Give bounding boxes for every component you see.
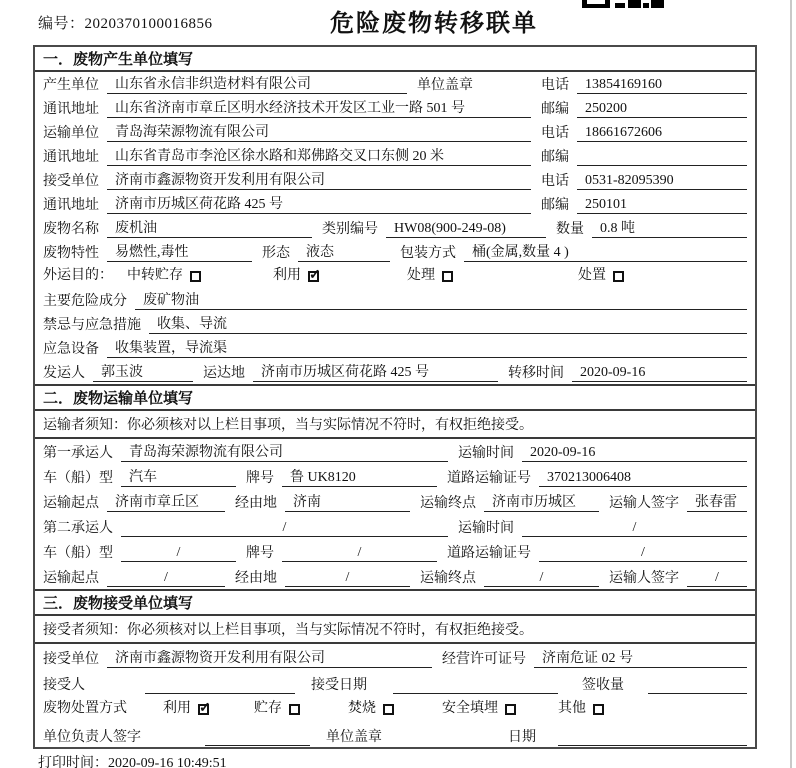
- checkbox-unchecked-icon: [383, 704, 394, 715]
- vehicle-type-label: 车（船）型: [43, 471, 113, 486]
- carrier-address-row: [35, 144, 755, 168]
- section1-title: 一．废物产生单位填写: [35, 47, 755, 72]
- date-label: 日期: [508, 730, 536, 745]
- checkbox-unchecked-icon: [593, 704, 604, 715]
- transfer-time-field: 2020-09-16: [572, 364, 747, 382]
- accept-unit-row: [35, 644, 755, 670]
- taboo-label: 禁忌与应急措施: [43, 318, 141, 333]
- via-label: 经由地: [235, 571, 277, 586]
- page-edge-line: [790, 0, 792, 768]
- phone-label: 电话: [541, 78, 569, 93]
- page-title: 危险废物转移联单: [330, 10, 538, 37]
- disposal-option-other: [558, 700, 604, 717]
- first-carrier-row: [35, 439, 755, 464]
- qr-module: [587, 0, 605, 4]
- disposal-option-use: [163, 700, 209, 717]
- responsible-signature-field: [205, 745, 310, 746]
- producer-field: 山东省永信非织造材料有限公司: [107, 76, 407, 94]
- qr-module: [651, 0, 664, 8]
- purpose-option-label: 处置: [578, 267, 606, 283]
- carrier-unit-label: 运输单位: [43, 126, 99, 141]
- road-permit-label: 道路运输证号: [447, 471, 531, 486]
- license-label: 经营许可证号: [442, 652, 526, 667]
- waste-name-label: 废物名称: [43, 222, 99, 237]
- purpose-option-label: 处理: [407, 267, 435, 283]
- destination-field: 济南市历城区荷花路 425 号: [253, 364, 498, 382]
- purpose-option-label: 中转贮存: [127, 267, 183, 283]
- plate2-field: /: [282, 544, 437, 562]
- via2-field: /: [285, 569, 410, 587]
- responsible-signature-label: 单位负责人签字: [43, 730, 141, 745]
- transport-time-label: 运输时间: [458, 446, 514, 461]
- origin-field: 济南市章丘区: [107, 494, 225, 512]
- license-field: 济南危证 02 号: [534, 650, 747, 668]
- road-permit-field: 370213006408: [539, 469, 747, 487]
- print-time-label: 打印时间：: [38, 756, 108, 768]
- route1-row: [35, 489, 755, 514]
- signed-amount-label: 签收量: [582, 678, 624, 693]
- hazard-label: 主要危险成分: [43, 294, 127, 309]
- plate-field: 鲁 UK8120: [282, 469, 437, 487]
- carrier-signature-label: 运输人签字: [609, 496, 679, 511]
- vehicle2-row: [35, 539, 755, 564]
- origin-label: 运输起点: [43, 496, 99, 511]
- category-code-field: HW08(900-249-08): [386, 220, 546, 238]
- vehicle-type-label: 车（船）型: [43, 546, 113, 561]
- disposal-option-landfill: [442, 700, 516, 717]
- transfer-time-label: 转移时间: [508, 366, 564, 381]
- quantity-label: 数量: [556, 222, 584, 237]
- emergency-equipment-field: 收集装置，导流渠: [107, 340, 747, 358]
- shipper-field: 郭玉波: [93, 364, 193, 382]
- receiver-address-row: [35, 192, 755, 216]
- producer-row: [35, 72, 755, 96]
- disposal-option-label: 其他: [558, 700, 586, 716]
- second-carrier-field: /: [121, 519, 448, 537]
- receiver-zip-field: 250101: [577, 196, 747, 214]
- producer-address-row: [35, 96, 755, 120]
- carrier-notice: 运输者须知：你必须核对以上栏目事项，当与实际情况不符时，有权拒绝接受。: [35, 411, 755, 439]
- receiver-address-field: 济南市历城区荷花路 425 号: [107, 196, 531, 214]
- manifest-form: [33, 45, 757, 749]
- purpose-option-treat: [407, 267, 453, 284]
- carrier-zip-field: [577, 165, 747, 166]
- checkbox-checked-icon: [308, 271, 319, 282]
- responsible-signature-row: [35, 722, 755, 748]
- waste-name-field: 废机油: [107, 220, 312, 238]
- document-number-value: 2020370100016856: [84, 16, 213, 32]
- disposal-option-label: 贮存: [254, 700, 282, 716]
- second-carrier-label: 第二承运人: [43, 521, 113, 536]
- checkbox-checked-icon: [198, 704, 209, 715]
- qr-module: [628, 0, 641, 8]
- print-time-value: 2020-09-16 10:49:51: [108, 756, 227, 768]
- disposal-option-label: 焚烧: [348, 700, 376, 716]
- accept-person-field: [145, 693, 295, 694]
- document-number: [38, 12, 213, 33]
- stamp-label: 单位盖章: [417, 78, 473, 93]
- checkbox-unchecked-icon: [190, 271, 201, 282]
- signed-amount-field: [648, 693, 747, 694]
- purpose-row: [35, 264, 755, 288]
- transport-time-field: 2020-09-16: [522, 444, 747, 462]
- endpoint2-field: /: [484, 569, 599, 587]
- accept-unit-field: 济南市鑫源物资开发利用有限公司: [107, 650, 432, 668]
- vehicle-type-field: 汽车: [121, 469, 236, 487]
- zip-label: 邮编: [541, 150, 569, 165]
- carrier-unit-row: [35, 120, 755, 144]
- qr-module: [643, 3, 649, 8]
- second-carrier-row: [35, 514, 755, 539]
- carrier-phone-field: 18661672606: [577, 124, 747, 142]
- accept-person-label: 接受人: [43, 678, 85, 693]
- carrier-unit-field: 青岛海荣源物流有限公司: [107, 124, 531, 142]
- shipper-label: 发运人: [43, 366, 85, 381]
- receiver-unit-row: [35, 168, 755, 192]
- hazard-field: 废矿物油: [135, 292, 747, 310]
- waste-name-row: [35, 216, 755, 240]
- waste-character-label: 废物特性: [43, 246, 99, 261]
- vehicle1-row: [35, 464, 755, 489]
- carrier-signature2-field: /: [687, 569, 747, 587]
- date-field: [558, 745, 747, 746]
- taboo-row: [35, 312, 755, 336]
- purpose-option-use: [273, 267, 319, 284]
- phone-label: 电话: [541, 174, 569, 189]
- transport-time-label: 运输时间: [458, 521, 514, 536]
- address-label: 通讯地址: [43, 102, 99, 117]
- receiver-unit-field: 济南市鑫源物资开发利用有限公司: [107, 172, 531, 190]
- quantity-field: 0.8 吨: [592, 220, 747, 238]
- producer-zip-field: 250200: [577, 100, 747, 118]
- endpoint-label: 运输终点: [420, 571, 476, 586]
- road-permit2-field: /: [539, 544, 747, 562]
- disposal-method-label: 废物处置方式: [43, 700, 127, 716]
- vehicle-type2-field: /: [121, 544, 236, 562]
- packaging-field: 桶(金属,数量 4 ): [464, 244, 747, 262]
- endpoint-label: 运输终点: [420, 496, 476, 511]
- first-carrier-field: 青岛海荣源物流有限公司: [121, 444, 448, 462]
- hazard-row: [35, 288, 755, 312]
- disposal-option-label: 利用: [163, 700, 191, 716]
- via-field: 济南: [285, 494, 410, 512]
- road-permit-label: 道路运输证号: [447, 546, 531, 561]
- destination-label: 运达地: [203, 366, 245, 381]
- route2-row: [35, 564, 755, 589]
- carrier-signature-field: 张春雷: [687, 494, 747, 512]
- checkbox-unchecked-icon: [505, 704, 516, 715]
- section3-title: 三．废物接受单位填写: [35, 589, 755, 616]
- category-code-label: 类别编号: [322, 222, 378, 237]
- address-label: 通讯地址: [43, 150, 99, 165]
- carrier-signature-label: 运输人签字: [609, 571, 679, 586]
- receiver-notice: 接受者须知：你必须核对以上栏目事项，当与实际情况不符时，有权拒绝接受。: [35, 616, 755, 644]
- producer-label: 产生单位: [43, 78, 99, 93]
- document-number-label: 编号：: [38, 16, 85, 32]
- waste-character-field: 易燃性,毒性: [107, 244, 252, 262]
- taboo-field: 收集、导流: [149, 316, 747, 334]
- qr-module: [615, 3, 625, 8]
- purpose-option-label: 利用: [273, 267, 301, 283]
- purpose-label: 外运目的：: [43, 267, 113, 283]
- emergency-equipment-label: 应急设备: [43, 342, 99, 357]
- accept-date-field: [393, 693, 558, 694]
- shipper-row: [35, 360, 755, 384]
- packaging-label: 包装方式: [400, 246, 456, 261]
- print-time: [38, 752, 227, 768]
- first-carrier-label: 第一承运人: [43, 446, 113, 461]
- plate-label: 牌号: [246, 546, 274, 561]
- unit-stamp-label: 单位盖章: [326, 730, 382, 745]
- accept-unit-label: 接受单位: [43, 652, 99, 667]
- carrier-address-field: 山东省青岛市李沧区徐水路和郑佛路交叉口东侧 20 米: [107, 148, 531, 166]
- form-field: 液态: [298, 244, 390, 262]
- checkbox-unchecked-icon: [613, 271, 624, 282]
- receiver-unit-label: 接受单位: [43, 174, 99, 189]
- zip-label: 邮编: [541, 198, 569, 213]
- plate-label: 牌号: [246, 471, 274, 486]
- disposal-option-incinerate: [348, 700, 394, 717]
- checkbox-unchecked-icon: [442, 271, 453, 282]
- origin-label: 运输起点: [43, 571, 99, 586]
- receiver-phone-field: 0531-82095390: [577, 172, 747, 190]
- disposal-option-label: 安全填埋: [442, 700, 498, 716]
- producer-address-field: 山东省济南市章丘区明水经济技术开发区工业一路 501 号: [107, 100, 531, 118]
- address-label: 通讯地址: [43, 198, 99, 213]
- endpoint-field: 济南市历城区: [484, 494, 599, 512]
- form-label: 形态: [262, 246, 290, 261]
- transport-time2-field: /: [522, 519, 747, 537]
- qr-code-fragment-icon: [582, 0, 664, 8]
- zip-label: 邮编: [541, 102, 569, 117]
- purpose-option-transfer: [127, 267, 201, 284]
- origin2-field: /: [107, 569, 225, 587]
- checkbox-unchecked-icon: [289, 704, 300, 715]
- emergency-equipment-row: [35, 336, 755, 360]
- waste-character-row: [35, 240, 755, 264]
- accept-date-label: 接受日期: [311, 678, 367, 693]
- purpose-option-dispose: [578, 267, 624, 284]
- phone-label: 电话: [541, 126, 569, 141]
- producer-phone-field: 13854169160: [577, 76, 747, 94]
- disposal-method-row: [35, 696, 755, 722]
- section2-title: 二．废物运输单位填写: [35, 384, 755, 411]
- via-label: 经由地: [235, 496, 277, 511]
- disposal-option-store: [254, 700, 300, 717]
- accept-person-row: [35, 670, 755, 696]
